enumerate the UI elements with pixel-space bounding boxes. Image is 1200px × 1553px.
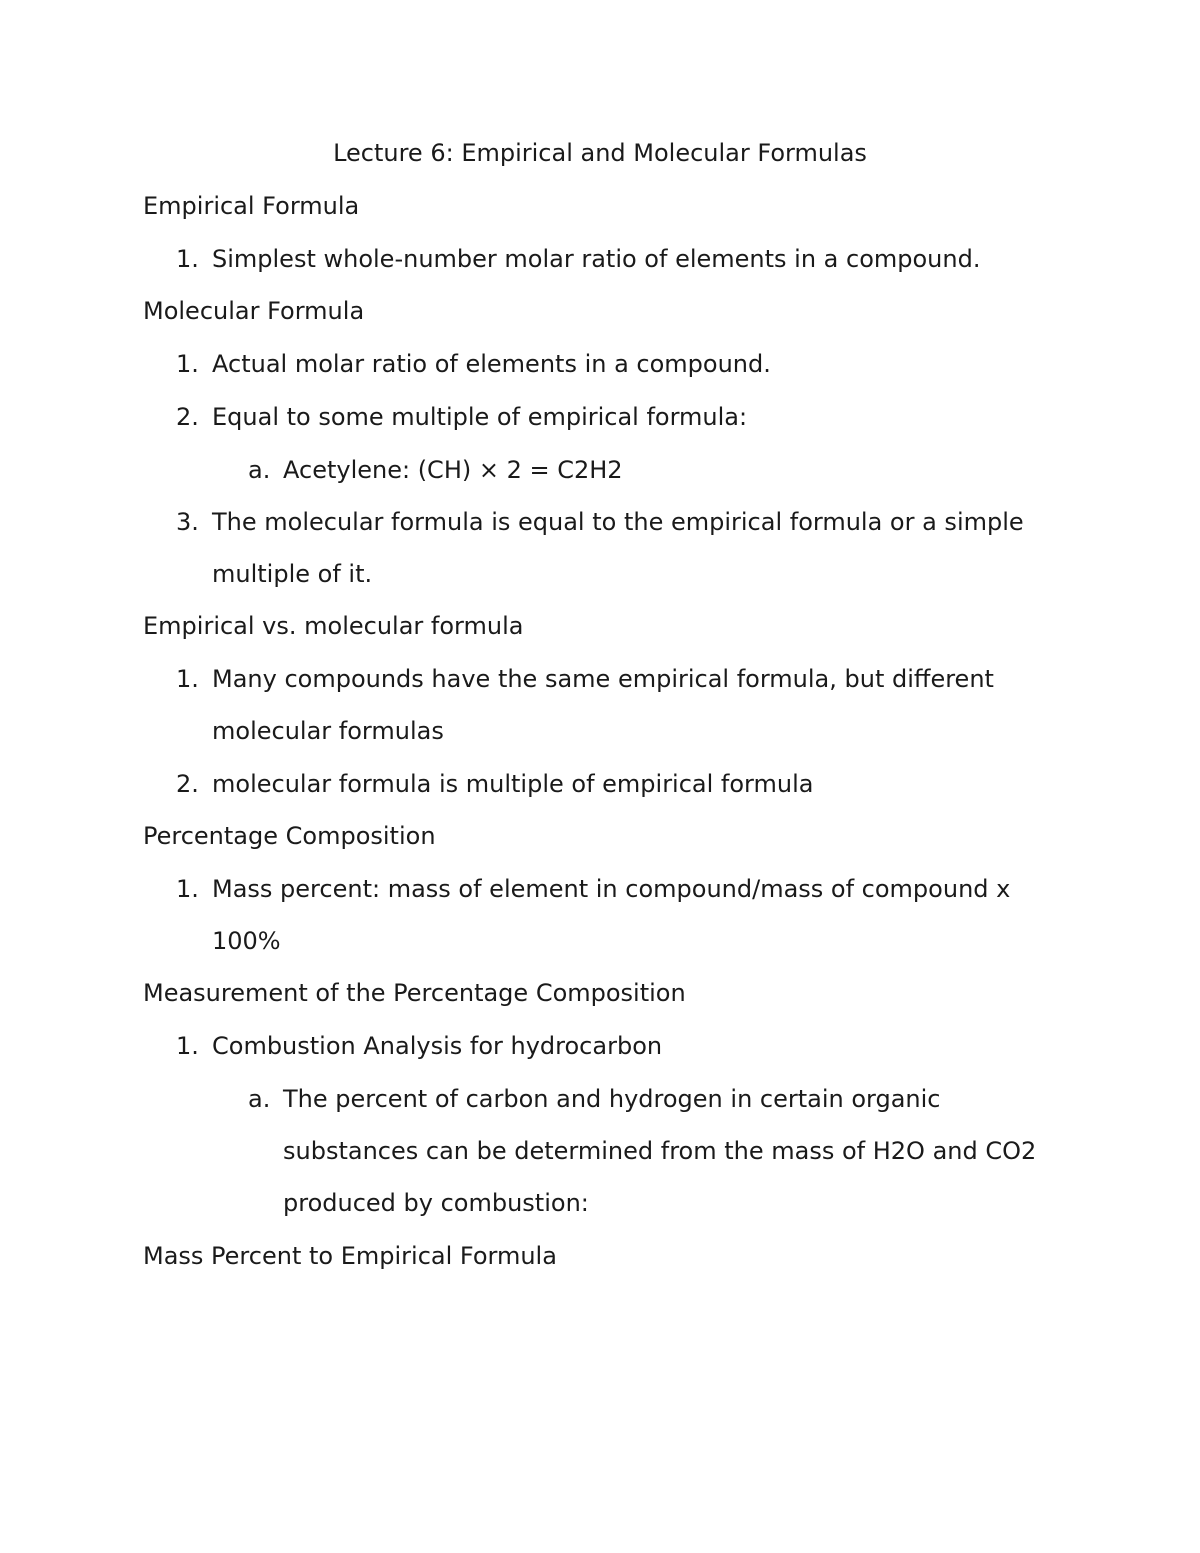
list-item-continuation: molecular formulas xyxy=(212,717,444,745)
list-marker: 1. xyxy=(176,245,199,273)
section-heading: Empirical Formula xyxy=(143,192,360,220)
list-item: Many compounds have the same empirical formula, but different xyxy=(212,665,994,693)
list-item: Mass percent: mass of element in compound/mass of compound x xyxy=(212,875,1011,903)
list-marker: 1. xyxy=(176,665,199,693)
list-item: Equal to some multiple of empirical formula: xyxy=(212,403,748,431)
list-item-continuation: 100% xyxy=(212,927,281,955)
list-marker: 1. xyxy=(176,350,199,378)
list-marker: 3. xyxy=(176,508,199,536)
section-heading: Mass Percent to Empirical Formula xyxy=(143,1242,557,1270)
section-heading: Percentage Composition xyxy=(143,822,436,850)
list-item: Actual molar ratio of elements in a compound. xyxy=(212,350,771,378)
section-heading: Empirical vs. molecular formula xyxy=(143,612,524,640)
list-item: The molecular formula is equal to the empirical formula or a simple xyxy=(212,508,1024,536)
list-item-continuation: multiple of it. xyxy=(212,560,373,588)
list-item: molecular formula is multiple of empirical formula xyxy=(212,770,814,798)
section-heading: Molecular Formula xyxy=(143,297,365,325)
section-heading: Measurement of the Percentage Composition xyxy=(143,979,686,1007)
list-item: Combustion Analysis for hydrocarbon xyxy=(212,1032,663,1060)
list-marker: 1. xyxy=(176,1032,199,1060)
sublist-item-continuation: substances can be determined from the mass of H2O and CO2 xyxy=(283,1137,1037,1165)
sublist-item: The percent of carbon and hydrogen in certain organic xyxy=(283,1085,941,1113)
list-marker: 2. xyxy=(176,403,199,431)
list-marker: 1. xyxy=(176,875,199,903)
list-item: Simplest whole-number molar ratio of elements in a compound. xyxy=(212,245,981,273)
sublist-marker: a. xyxy=(248,1085,271,1113)
list-marker: 2. xyxy=(176,770,199,798)
sublist-marker: a. xyxy=(248,456,271,484)
sublist-item: Acetylene: (CH) × 2 = C2H2 xyxy=(283,456,623,484)
page-title: Lecture 6: Empirical and Molecular Formulas xyxy=(333,139,867,167)
sublist-item-continuation: produced by combustion: xyxy=(283,1189,589,1217)
